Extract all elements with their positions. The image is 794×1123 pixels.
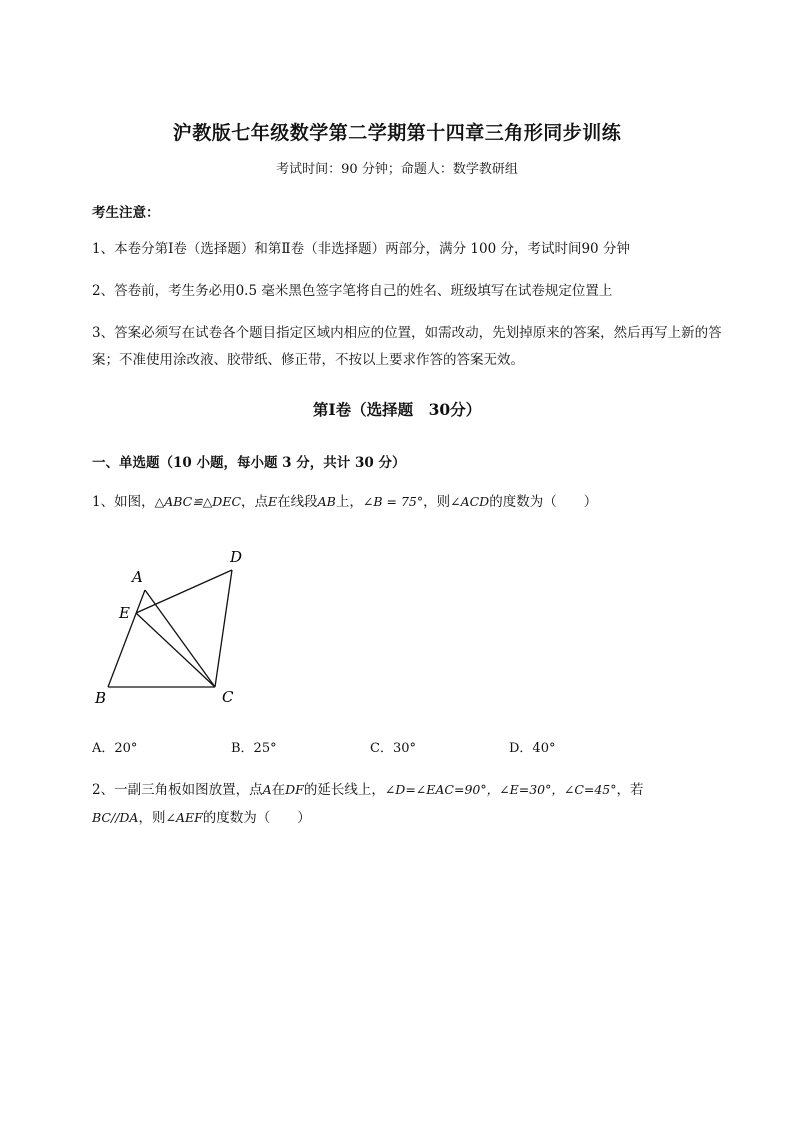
q1-mid4: ，则 — [423, 494, 451, 510]
q1-segment: AB — [317, 494, 336, 509]
option-a[interactable]: A．20° — [92, 741, 138, 756]
option-b[interactable]: B．25° — [231, 741, 277, 756]
q1-prefix: 1、如图， — [92, 494, 155, 510]
segment-ec — [136, 613, 215, 687]
segment-ed — [136, 570, 232, 613]
q1-point: E — [268, 494, 278, 509]
q2-angles: ∠D=∠EAC=90°，∠E=30°，∠C=45° — [384, 782, 617, 797]
figure-lines — [108, 570, 232, 687]
q1-mid2: 在线段 — [277, 494, 318, 510]
label-a: A — [132, 568, 143, 586]
segment-dc — [215, 570, 232, 687]
section-title: 第Ⅰ卷（选择题 30分） — [312, 400, 482, 419]
option-d[interactable]: D．40° — [509, 741, 556, 756]
notice-heading: 考生注意： — [92, 205, 160, 221]
triangle-figure — [86, 545, 256, 715]
notice-item-3: 3、答案必须写在试卷各个题目指定区域内相应的位置，如需改动，先划掉原来的答案，然后再写上新的答案；不准使用涂改液、胶带纸、修正带，不按以上要求作答的答案无效。 — [92, 325, 722, 368]
notice-item-1: 1、本卷分第Ⅰ卷（选择题）和第Ⅱ卷（非选择题）两部分，满分 100 分，考试时间90 分钟 — [92, 241, 630, 257]
page-title: 沪教版七年级数学第二学期第十四章三角形同步训练 — [172, 122, 622, 144]
q1-angle-given: ∠B = 75° — [362, 494, 424, 509]
q1-congruence: △ABC≌△DEC — [154, 494, 242, 509]
q2-parallel: BC//DA — [92, 810, 139, 825]
q2-segment-df: DF — [285, 782, 304, 797]
q2-mid2: 的延长线上， — [303, 782, 385, 798]
q2-if: ，若 — [616, 782, 644, 798]
q1-mid1: ，点 — [241, 494, 269, 510]
q2-mid: 在 — [271, 782, 286, 798]
label-b: B — [95, 689, 107, 707]
q2-then: ，则 — [138, 810, 166, 826]
q2-point-a: A — [262, 782, 272, 797]
q1-mid3: 上， — [335, 494, 363, 510]
label-d: D — [230, 548, 243, 566]
q2-prefix: 2、一副三角板如图放置，点 — [92, 782, 263, 798]
part-heading: 一、单选题（10 小题，每小题 3 分，共计 30 分） — [92, 455, 406, 471]
exam-info: 考试时间：90 分钟；命题人：数学教研组 — [276, 162, 518, 177]
q1-suffix: 的度数为（ ） — [489, 494, 598, 510]
q2-suffix: 的度数为（ ） — [202, 810, 311, 826]
label-e: E — [119, 604, 130, 622]
q2-angle-asked: ∠AEF — [165, 810, 203, 825]
label-c: C — [222, 688, 234, 706]
option-c[interactable]: C．30° — [370, 741, 416, 756]
notice-item-2: 2、答卷前，考生务必用0.5 毫米黑色签字笔将自己的姓名、班级填写在试卷规定位置上 — [92, 283, 613, 299]
question-2 — [92, 776, 732, 832]
q1-angle-asked: ∠ACD — [450, 494, 490, 509]
question-1 — [92, 488, 732, 516]
